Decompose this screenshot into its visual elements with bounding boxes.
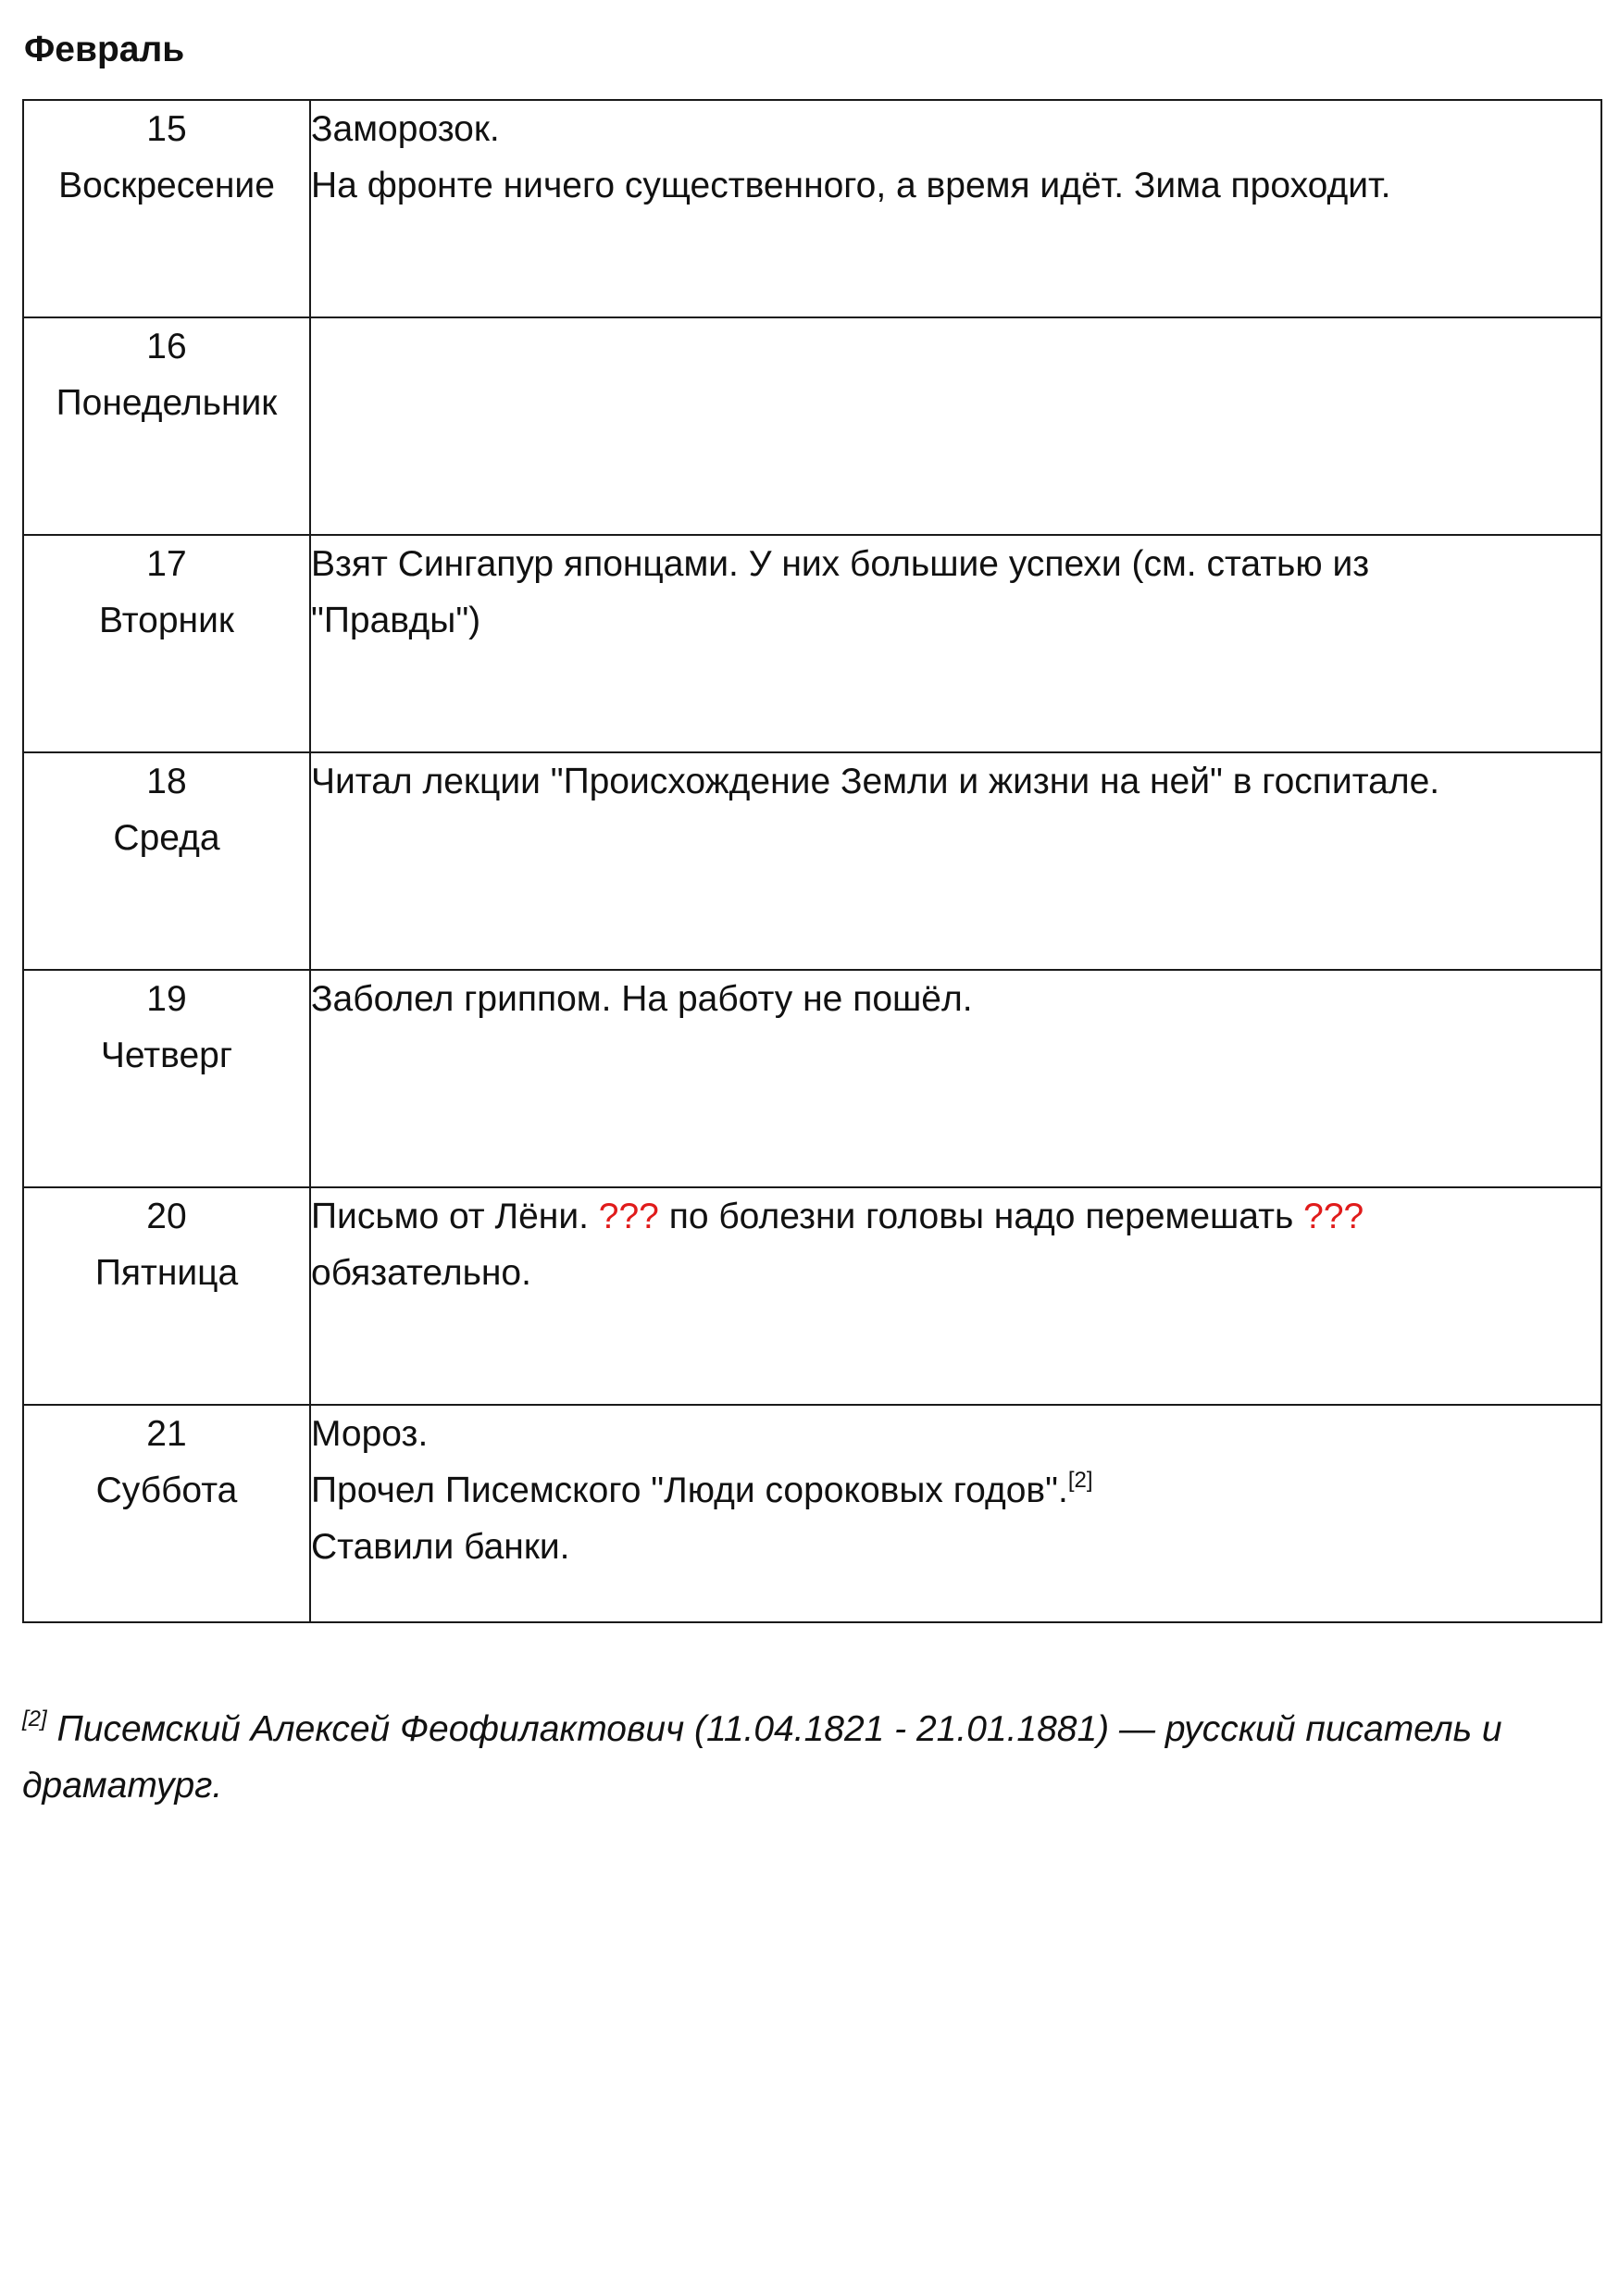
note-line: обязательно. [311,1253,531,1293]
diary-row [23,100,1601,317]
day-number: 16 [146,327,187,366]
date-cell [23,317,310,535]
day-number: 20 [146,1197,187,1236]
note-cell [310,1187,1601,1405]
diary-table [22,99,1602,1623]
weekday: Четверг [100,1036,233,1075]
weekday: Среда [113,818,220,858]
note-cell [310,1405,1601,1622]
day-number: 18 [146,762,187,801]
note-line: Ставили банки. [311,1527,570,1567]
note-cell-empty [310,317,1601,535]
note-text: по болезни головы надо перемешать [658,1197,1304,1236]
weekday: Понедельник [56,383,278,423]
footnote-marker: [2] [22,1706,47,1731]
weekday: Суббота [95,1471,238,1510]
date-cell [23,1187,310,1405]
note-line: "Правды") [311,601,481,640]
footnote [22,1701,1605,1814]
note-text: Прочел Писемского "Люди сороковых годов". [311,1471,1068,1510]
diary-row [23,752,1601,970]
weekday: Воскресение [58,166,275,205]
diary-row [23,970,1601,1187]
diary-row [23,535,1601,752]
date-cell [23,970,310,1187]
date-cell [23,100,310,317]
date-cell [23,752,310,970]
day-number: 21 [146,1414,187,1454]
footnote-reference[interactable]: [2] [1067,1468,1093,1493]
month-title: Февраль [24,30,185,69]
day-number: 19 [146,979,187,1019]
unclear-mark: ??? [1303,1197,1364,1236]
day-number: 15 [146,109,187,149]
note-line [311,1462,1600,1519]
note-cell [310,535,1601,752]
note-line: Взят Сингапур японцами. У них большие успехи (см. статью из [311,544,1370,584]
diary-row [23,1405,1601,1622]
day-number: 17 [146,544,187,584]
note-line [311,1188,1600,1245]
diary-row [23,1187,1601,1405]
note-cell [310,100,1601,317]
note-line: Мороз. [311,1414,429,1454]
weekday: Пятница [94,1253,239,1293]
weekday: Вторник [99,601,234,640]
date-cell [23,1405,310,1622]
unclear-mark: ??? [598,1197,659,1236]
note-line: На фронте ничего существенного, а время идёт. Зима проходит. [311,166,1391,205]
note-cell [310,752,1601,970]
note-line: Читал лекции "Происхождение Земли и жизни на ней" в госпитале. [311,762,1440,801]
diary-row [23,317,1601,535]
note-cell [310,970,1601,1187]
footnote-text: Писемский Алексей Феофилактович (11.04.1821 - 21.01.1881) — русский писатель и драматург. [22,1709,1502,1806]
note-text: Письмо от Лёни. [311,1197,599,1236]
note-line: Заморозок. [311,109,500,149]
date-cell [23,535,310,752]
note-line: Заболел гриппом. На работу не пошёл. [311,979,973,1019]
